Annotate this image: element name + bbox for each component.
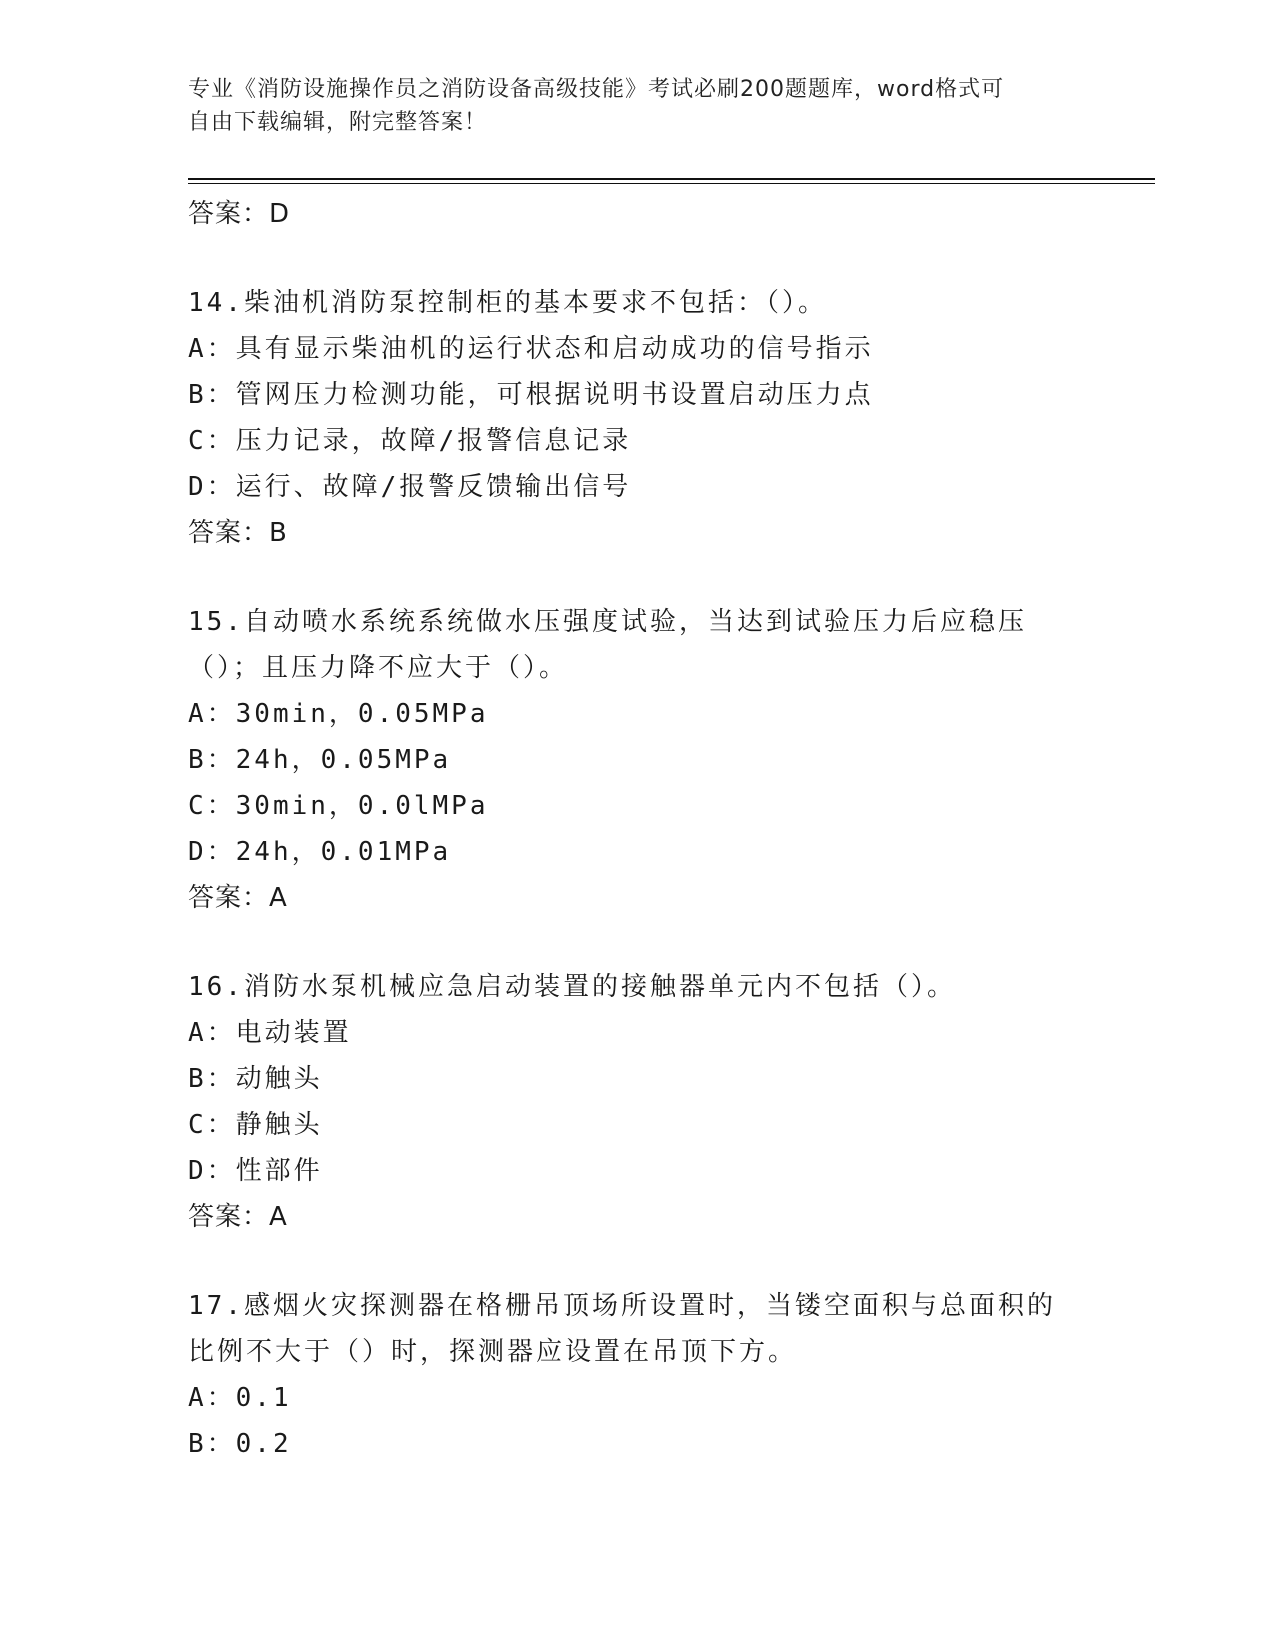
header-line-1: 专业《消防设施操作员之消防设备高级技能》考试必刷200题题库，word格式可 bbox=[188, 77, 1005, 102]
option-a: A：30min，0.05MPa bbox=[188, 699, 489, 729]
question-16 bbox=[188, 964, 1088, 1240]
question-15 bbox=[188, 599, 1088, 921]
question-stem: 16.消防水泵机械应急启动装置的接触器单元内不包括（）。 bbox=[188, 972, 956, 1002]
answer-line: 答案：B bbox=[188, 518, 288, 548]
option-c: C：静触头 bbox=[188, 1110, 323, 1140]
header-divider-thin bbox=[188, 183, 1155, 184]
question-17 bbox=[188, 1283, 1088, 1467]
option-a: A：具有显示柴油机的运行状态和启动成功的信号指示 bbox=[188, 334, 874, 364]
option-b: B：动触头 bbox=[188, 1064, 323, 1094]
question-14 bbox=[188, 280, 1088, 556]
header-line-2: 自由下载编辑，附完整答案！ bbox=[188, 110, 488, 135]
question-stem: 15.自动喷水系统系统做水压强度试验，当达到试验压力后应稳压（）；且压力降不应大于（）。 bbox=[188, 607, 1027, 683]
page-header bbox=[188, 73, 1088, 139]
header-divider-thick bbox=[188, 178, 1155, 180]
option-c: C：30min，0.0lMPa bbox=[188, 791, 489, 821]
option-d: D：性部件 bbox=[188, 1156, 323, 1186]
option-c: C：压力记录，故障/报警信息记录 bbox=[188, 426, 632, 456]
question-list bbox=[188, 188, 1088, 1467]
option-b: B：管网压力检测功能，可根据说明书设置启动压力点 bbox=[188, 380, 874, 410]
option-a: A：0.1 bbox=[188, 1383, 292, 1413]
answer-line: 答案：D bbox=[188, 199, 291, 229]
option-d: D：运行、故障/报警反馈输出信号 bbox=[188, 472, 632, 502]
option-a: A：电动装置 bbox=[188, 1018, 352, 1048]
question-stem: 17.感烟火灾探测器在格栅吊顶场所设置时，当镂空面积与总面积的比例不大于（）时，探测器应设置在吊顶下方。 bbox=[188, 1291, 1056, 1367]
question-stem: 14.柴油机消防泵控制柜的基本要求不包括：（）。 bbox=[188, 288, 827, 318]
option-b: B：0.2 bbox=[188, 1429, 292, 1459]
answer-line: 答案：A bbox=[188, 1202, 288, 1232]
option-d: D：24h，0.01MPa bbox=[188, 837, 452, 867]
answer-line: 答案：A bbox=[188, 883, 288, 913]
option-b: B：24h，0.05MPa bbox=[188, 745, 452, 775]
